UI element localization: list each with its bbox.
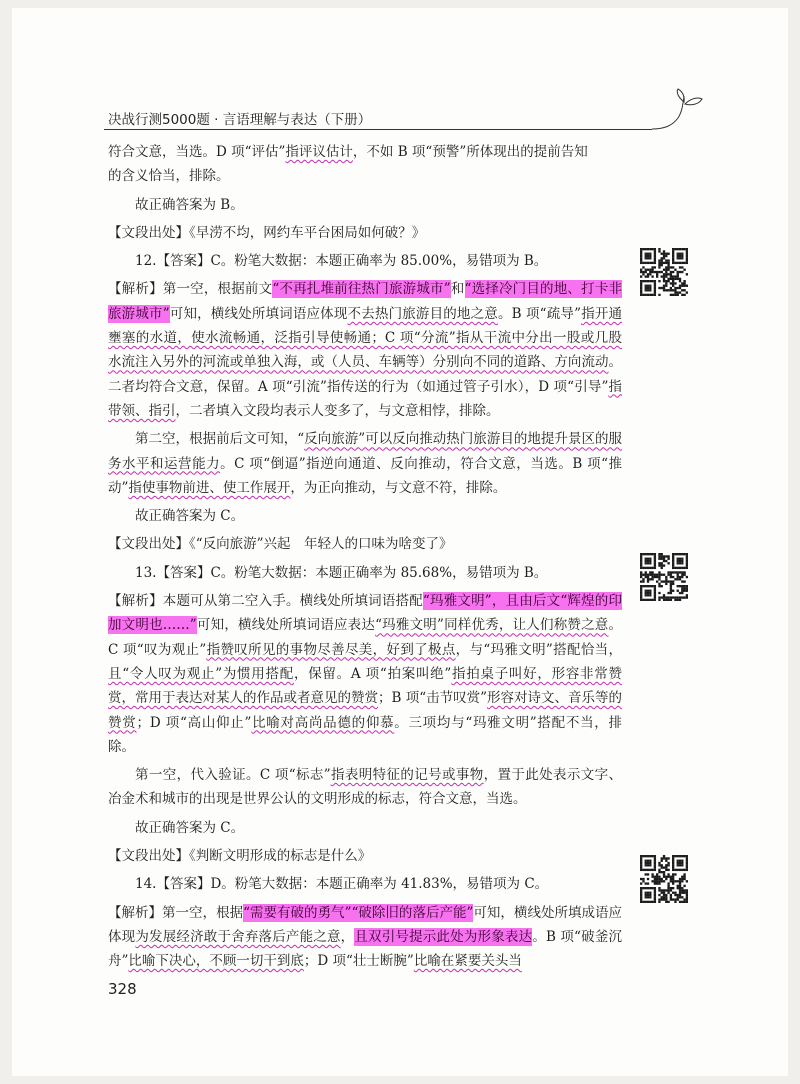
qr-code-icon[interactable] [640,248,688,296]
answer-line: 故正确答案为 C。 [135,819,245,836]
text: 。二者均符合文意，保留。A 项“引流”指传送的行为（如通过管子引水），D 项“引导” [108,354,622,395]
qr-code-icon[interactable] [640,553,688,601]
underlined-text: 为发展经济敢于舍弃落后产能之意 [135,928,341,945]
underlined-text: 反向旅游”可以反向推动热门旅游目的地提升景区的服务水平和运营能力 [108,431,622,472]
running-header: 决战行测5000题 · 言语理解与表达（下册） [108,112,372,128]
text: 【解析】本题可从第二空入手。横线处所填词语搭配 [108,593,423,610]
highlight: 且双引号提示此处为形象表达 [354,928,533,945]
underlined-text: 指使事物前进、使工作展开 [128,479,291,496]
text: 第二空，根据前后文可知，“ [135,431,305,448]
highlight: “需要有破的勇气”“破除旧的落后产能” [243,904,474,921]
highlight: “选择冷门目的地、打卡非旅游城市” [108,281,623,322]
source-line: 【文段出处】《早涝不均，网约车平台困局如何破？》 [108,224,426,241]
underlined-text: 且“令人叹为观止”为惯用搭配 [108,665,294,682]
analysis-paragraph [108,277,622,423]
underlined-text: 比喻下决心，不顾一切干到底 [128,953,304,970]
highlight: “不再扎堆前往热门旅游城市” [272,281,451,298]
answer-line: 故正确答案为 C。 [135,508,245,525]
text: ，保留。A 项“拍案叫绝” [293,665,452,682]
underlined-text: 指带领、指引 [108,378,623,419]
underlined-text: 形容对诗文、音乐等的赞赏 [108,690,623,731]
underlined-text: 指评议估计 [285,144,353,160]
analysis-paragraph [108,589,622,759]
text: 。B 项“破釜沉舟” [108,928,623,970]
text: ，不如 B 项“预警”所体现出的提前告知 [352,144,588,160]
text: 可知，横线处所填成语应体现 [108,904,623,945]
qr-code-icon[interactable] [640,855,688,903]
underlined-text: 指拍桌子叫好，形容非常赞赏，常用于表达对某人的作品或者意见的赞赏 [108,665,623,707]
analysis-paragraph [108,901,622,974]
text: ，置于此处表示文字、冶金术和城市的出现是世界公认的文明形成的标志，符合文意，当选。 [108,767,622,808]
text: 。三项均与“玛雅文明”搭配不当，排除。 [108,714,623,755]
text: 第一空，代入验证。C 项“标志” [135,767,331,784]
text: ，与“玛雅文明”搭配恰当， [455,641,622,658]
text: ；D 项“高山仰止” [136,714,252,731]
text: 。B 项“疏导” [497,305,582,322]
page-number: 328 [108,980,137,998]
text: ， [340,928,355,945]
text: ；D 项“壮士断腕” [303,953,414,970]
underlined-text: 比喻对高尚品德的仰慕 [251,714,395,731]
answer-heading: 13.【答案】C。粉笔大数据：本题正确率为 85.68%，易错项为 B。 [135,564,548,581]
analysis-paragraph [108,763,622,812]
underlined-text: 指开通壅塞的水道，使水流畅通，泛指引导使畅通；C 项“分流”指从干流中分出一股或几股水流注入另外的河流或单独入海，或（人员、车辆等）分别向不同的道路、方向流动 [108,305,623,371]
source-line: 【文段出处】《“反向旅游”兴起 年轻人的口味为啥变了》 [108,536,453,553]
answer-line: 故正确答案为 B。 [135,196,244,213]
paragraph [108,140,622,164]
answer-content [108,140,622,974]
text: 可知，横线处所填词语应体现 [169,305,348,322]
text: 符合文意，当选。D 项“评估” [108,144,286,160]
text: 。C 项“倒逼”指逆向通道、反向推动，符合文意，当选。B 项“推动” [108,455,623,496]
text: 【解析】第一空，根据 [108,904,244,921]
text: 【解析】第一空，根据前文 [108,281,273,298]
answer-heading: 14.【答案】D。粉笔大数据：本题正确率为 41.83%，易错项为 C。 [135,876,549,893]
text: ，为正向推动，与文意不符，排除。 [290,479,507,496]
underlined-text: “玛雅文明”同样优秀，让人们称赞之意 [375,617,609,634]
underlined-text: 不去热门旅游目的地之意 [347,305,498,322]
underlined-text: 比喻在紧要关头当 [413,953,522,970]
highlight: “玛雅文明”，且由后文“辉煌的印加文明也……” [108,593,622,634]
text: ，二者填入文段均表示人变多了，与文意相悖，排除。 [175,402,500,419]
text: 。C 项“叹为观止” [108,617,623,658]
answer-heading: 12.【答案】C。粉笔大数据：本题正确率为 85.00%，易错项为 B。 [135,253,548,270]
underlined-text: 指表明特征的记号或事物 [330,767,484,784]
text: 可知，横线处所填词语应表达 [196,617,376,634]
header-rule [104,129,652,130]
text: 和 [450,281,465,298]
source-line: 【文段出处】《判断文明形成的标志是什么》 [108,848,372,865]
text: ；B 项“击节叹赏” [378,690,488,707]
sprout-icon [650,88,710,134]
underlined-text: 指赞叹所见的事物尽善尽美，好到了极点 [206,641,456,658]
analysis-paragraph [108,427,622,500]
paragraph: 的含义恰当，排除。 [108,168,230,185]
